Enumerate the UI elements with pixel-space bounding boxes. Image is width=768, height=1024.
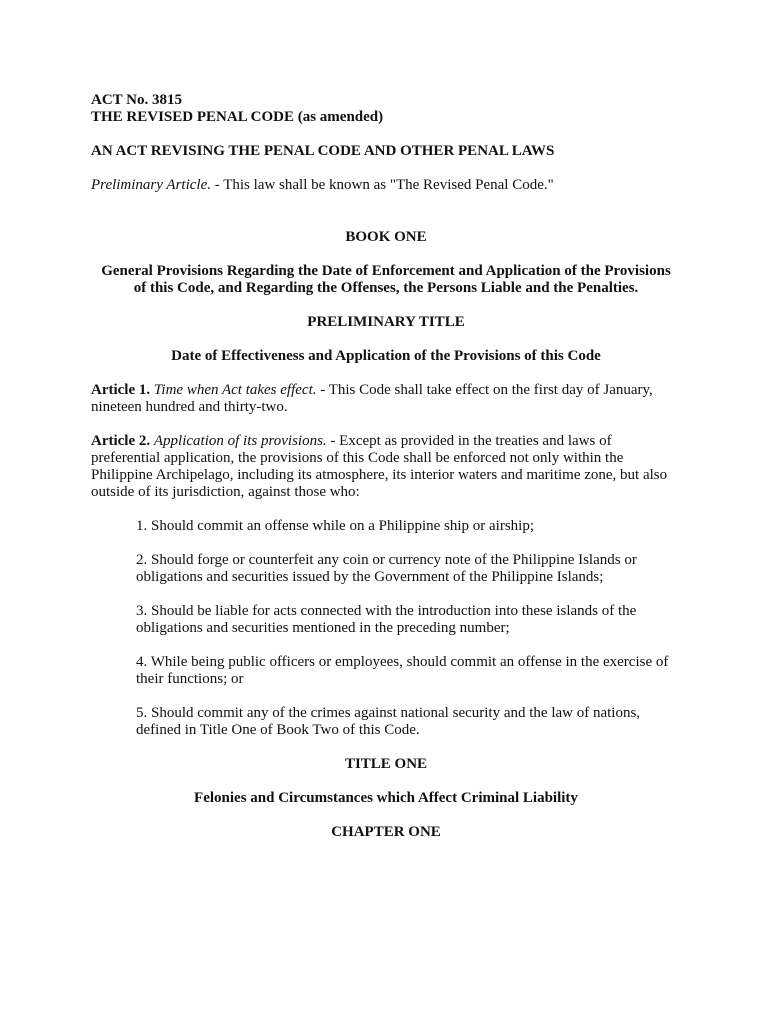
preliminary-title-subheading: Date of Effectiveness and Application of the Provisions of this Code bbox=[171, 348, 601, 364]
preliminary-article-text: - This law shall be known as "The Revised Penal Code." bbox=[210, 177, 554, 193]
list-item-line: defined in Title One of Book Two of this Code. bbox=[136, 722, 420, 738]
article-2-line: Philippine Archipelago, including its atmosphere, its interior waters and maritime zone, but also bbox=[91, 467, 668, 483]
act-number: ACT No. 3815 bbox=[91, 92, 182, 108]
article-1-line bbox=[91, 382, 681, 399]
book-one-subheading-line: of this Code, and Regarding the Offenses, the Persons Liable and the Penalties. bbox=[133, 280, 639, 296]
preliminary-article bbox=[91, 177, 681, 194]
article-1 bbox=[91, 382, 681, 416]
article-2-number: Article 2. bbox=[91, 433, 151, 449]
article-1-number: Article 1. bbox=[91, 382, 151, 398]
article-2 bbox=[91, 433, 681, 501]
chapter-one-heading: CHAPTER ONE bbox=[331, 824, 441, 840]
document-page bbox=[91, 92, 681, 841]
list-item-line: their functions; or bbox=[136, 671, 244, 687]
list-item bbox=[136, 603, 681, 637]
list-item-line: obligations and securities mentioned in the preceding number; bbox=[136, 620, 510, 636]
act-title: AN ACT REVISING THE PENAL CODE AND OTHER PENAL LAWS bbox=[91, 143, 555, 159]
article-1-title: Time when Act takes effect. bbox=[153, 382, 317, 398]
preliminary-title-heading: PRELIMINARY TITLE bbox=[307, 314, 465, 330]
list-item-line: 5. Should commit any of the crimes against national security and the law of nations, bbox=[136, 705, 641, 721]
list-item bbox=[136, 705, 681, 739]
list-item bbox=[136, 518, 681, 535]
list-item-line: 1. Should commit an offense while on a Philippine ship or airship; bbox=[136, 518, 535, 534]
code-title: THE REVISED PENAL CODE (as amended) bbox=[91, 109, 384, 125]
article-2-text: - Except as provided in the treaties and laws of bbox=[326, 433, 612, 449]
book-one-subheading bbox=[91, 263, 681, 297]
article-1-line: nineteen hundred and thirty-two. bbox=[91, 399, 288, 415]
book-one-subheading-line: General Provisions Regarding the Date of Enforcement and Application of the Provisions bbox=[101, 263, 671, 279]
book-one-heading: BOOK ONE bbox=[345, 229, 427, 245]
preliminary-article-label: Preliminary Article. bbox=[91, 177, 211, 193]
article-2-line bbox=[91, 433, 681, 450]
list-item-line: 2. Should forge or counterfeit any coin or currency note of the Philippine Islands or bbox=[136, 552, 637, 568]
list-item bbox=[136, 654, 681, 688]
list-item-line: 4. While being public officers or employees, should commit an offense in the exercise of bbox=[136, 654, 669, 670]
article-2-line: preferential application, the provisions of this Code shall be enforced not only within the bbox=[91, 450, 624, 466]
list-item bbox=[136, 552, 681, 586]
article-1-text: - This Code shall take effect on the first day of January, bbox=[316, 382, 653, 398]
title-one-subheading: Felonies and Circumstances which Affect Criminal Liability bbox=[194, 790, 578, 806]
list-item-line: 3. Should be liable for acts connected with the introduction into these islands of the bbox=[136, 603, 637, 619]
list-item-line: obligations and securities issued by the Government of the Philippine Islands; bbox=[136, 569, 604, 585]
title-one-heading: TITLE ONE bbox=[344, 756, 428, 772]
article-2-title: Application of its provisions. bbox=[153, 433, 327, 449]
article-2-line: outside of its jurisdiction, against those who: bbox=[91, 484, 360, 500]
